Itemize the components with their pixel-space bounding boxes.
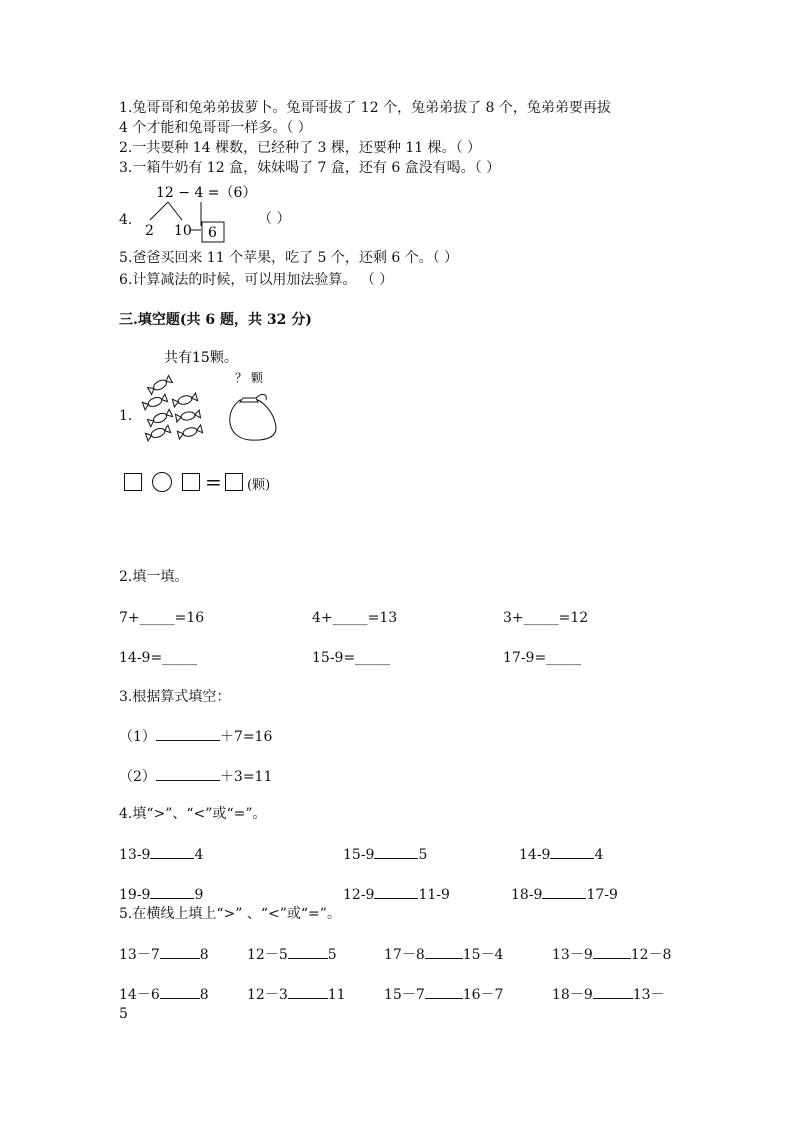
section-heading: 三.填空题(共 6 题，共 32 分) — [119, 312, 312, 328]
diagram-box-value: 6 — [208, 225, 217, 241]
compare-item — [247, 984, 346, 1005]
bag-icon — [230, 394, 276, 440]
fill-q2-item[interactable]: 17-9=_____ — [503, 650, 582, 666]
answer-blank[interactable] — [288, 944, 328, 959]
answer-blank[interactable] — [150, 844, 194, 859]
compare-right: 15－4 — [462, 947, 504, 963]
answer-blank[interactable] — [156, 766, 220, 781]
compare-left: 18－9 — [552, 987, 593, 1003]
fill-q2-item[interactable]: 4+_____=13 — [312, 610, 398, 626]
candy-picture — [140, 340, 290, 445]
judge-q1-line1: 1.兔哥哥和兔弟弟拔萝卜。兔哥哥拔了 12 个，兔弟弟拔了 8 个，兔弟弟要再拔 — [119, 100, 611, 116]
judge-q1-line2: 4 个才能和兔哥哥一样多。（ ） — [119, 120, 312, 136]
compare-left: 15－7 — [384, 987, 425, 1003]
fill-q1-label: 1. — [119, 408, 133, 424]
compare-right: 16－7 — [462, 987, 504, 1003]
fill-q2-item[interactable]: 3+_____=12 — [503, 610, 589, 626]
fill-q3-item — [119, 726, 272, 747]
fill-q3-title: 3.根据算式填空： — [119, 689, 231, 705]
fill-q3-suffix: ＋3=11 — [219, 769, 273, 785]
compare-left: 13－7 — [119, 947, 160, 963]
compare-right: 8 — [199, 987, 209, 1003]
compare-wrap: 5 — [119, 1006, 128, 1022]
fill-q3-suffix: ＋7=16 — [219, 729, 273, 745]
diagram-equation: 12 − 4 =（6） — [156, 185, 257, 201]
compare-right: 4 — [594, 847, 604, 863]
answer-box[interactable] — [225, 473, 243, 491]
judge-q3: 3.一箱牛奶有 12 盒，妹妹喝了 7 盒，还有 6 盒没有喝。（ ） — [119, 160, 501, 176]
answer-blank[interactable] — [374, 884, 418, 899]
compare-item — [119, 844, 203, 865]
compare-item — [384, 984, 503, 1005]
answer-blank[interactable] — [374, 844, 418, 859]
bag-question-text: ？ 颗 — [235, 371, 263, 385]
split-diagram — [140, 180, 257, 245]
compare-right: 9 — [194, 887, 204, 903]
compare-item — [119, 984, 209, 1005]
judge-q4-paren: （ ） — [258, 211, 291, 227]
compare-item — [511, 884, 618, 905]
unit-label: (颗) — [247, 478, 271, 493]
compare-left: 18-9 — [511, 887, 543, 903]
fill-q5-title: 5.在横线上填上“>” 、“<”或“=”。 — [119, 906, 341, 922]
compare-left: 12－5 — [247, 947, 288, 963]
fill-q2-title: 2.填一填。 — [119, 569, 189, 585]
answer-blank[interactable] — [156, 726, 220, 741]
diagram-part-mid: 10 — [174, 223, 192, 239]
compare-item — [343, 844, 427, 865]
compare-left: 19-9 — [119, 887, 151, 903]
judge-q5: 5.爸爸买回来 11 个苹果，吃了 5 个，还剩 6 个。（ ） — [119, 250, 459, 266]
compare-left: 12-9 — [343, 887, 375, 903]
compare-item — [119, 884, 203, 905]
judge-q2: 2.一共要种 14 棵数，已经种了 3 棵，还要种 11 棵。（ ） — [119, 140, 482, 156]
fill-q3-prefix: （1） — [119, 729, 156, 745]
compare-item — [343, 884, 450, 905]
operator-circle[interactable] — [152, 472, 172, 492]
compare-item — [552, 944, 671, 965]
compare-right: 17-9 — [586, 887, 618, 903]
answer-blank[interactable] — [593, 984, 633, 999]
compare-right: 11 — [327, 987, 346, 1003]
compare-item — [384, 944, 503, 965]
fill-q2-item[interactable]: 7+_____=16 — [119, 610, 205, 626]
answer-blank[interactable] — [550, 844, 594, 859]
equals-sign: = — [205, 470, 222, 494]
compare-right: 13－ — [632, 987, 665, 1003]
compare-left: 17－8 — [384, 947, 425, 963]
compare-item — [519, 844, 603, 865]
compare-right: 8 — [199, 947, 209, 963]
answer-blank[interactable] — [425, 944, 463, 959]
answer-blank[interactable] — [150, 884, 194, 899]
fill-q3-prefix: （2） — [119, 769, 156, 785]
compare-item — [247, 944, 337, 965]
candy-total-text: 共有15颗。 — [164, 350, 238, 366]
fill-q3-item — [119, 766, 272, 787]
compare-left: 15-9 — [343, 847, 375, 863]
answer-blank[interactable] — [160, 944, 200, 959]
compare-right: 11-9 — [418, 887, 450, 903]
fill-q4-title: 4.填“>”、“<”或“=”。 — [119, 806, 267, 822]
candy-icon — [142, 376, 202, 441]
judge-q6: 6.计算减法的时候，可以用加法验算。 （ ） — [119, 272, 394, 288]
compare-left: 13-9 — [119, 847, 151, 863]
compare-right: 4 — [194, 847, 204, 863]
fill-q2-item[interactable]: 15-9=_____ — [312, 650, 391, 666]
judge-q4-label: 4. — [119, 212, 133, 228]
compare-right: 12－8 — [630, 947, 672, 963]
answer-blank[interactable] — [425, 984, 463, 999]
answer-blank[interactable] — [593, 944, 631, 959]
answer-blank[interactable] — [288, 984, 328, 999]
diagram-part-left: 2 — [145, 223, 154, 239]
answer-blank[interactable] — [542, 884, 586, 899]
compare-item — [552, 984, 665, 1005]
compare-right: 5 — [327, 947, 337, 963]
compare-right: 5 — [418, 847, 428, 863]
answer-box[interactable] — [182, 473, 200, 491]
compare-left: 14－6 — [119, 987, 160, 1003]
answer-box[interactable] — [124, 473, 142, 491]
compare-left: 13－9 — [552, 947, 593, 963]
answer-blank[interactable] — [160, 984, 200, 999]
compare-left: 14-9 — [519, 847, 551, 863]
compare-left: 12－3 — [247, 987, 288, 1003]
compare-item — [119, 944, 209, 965]
fill-q2-item[interactable]: 14-9=_____ — [119, 650, 198, 666]
